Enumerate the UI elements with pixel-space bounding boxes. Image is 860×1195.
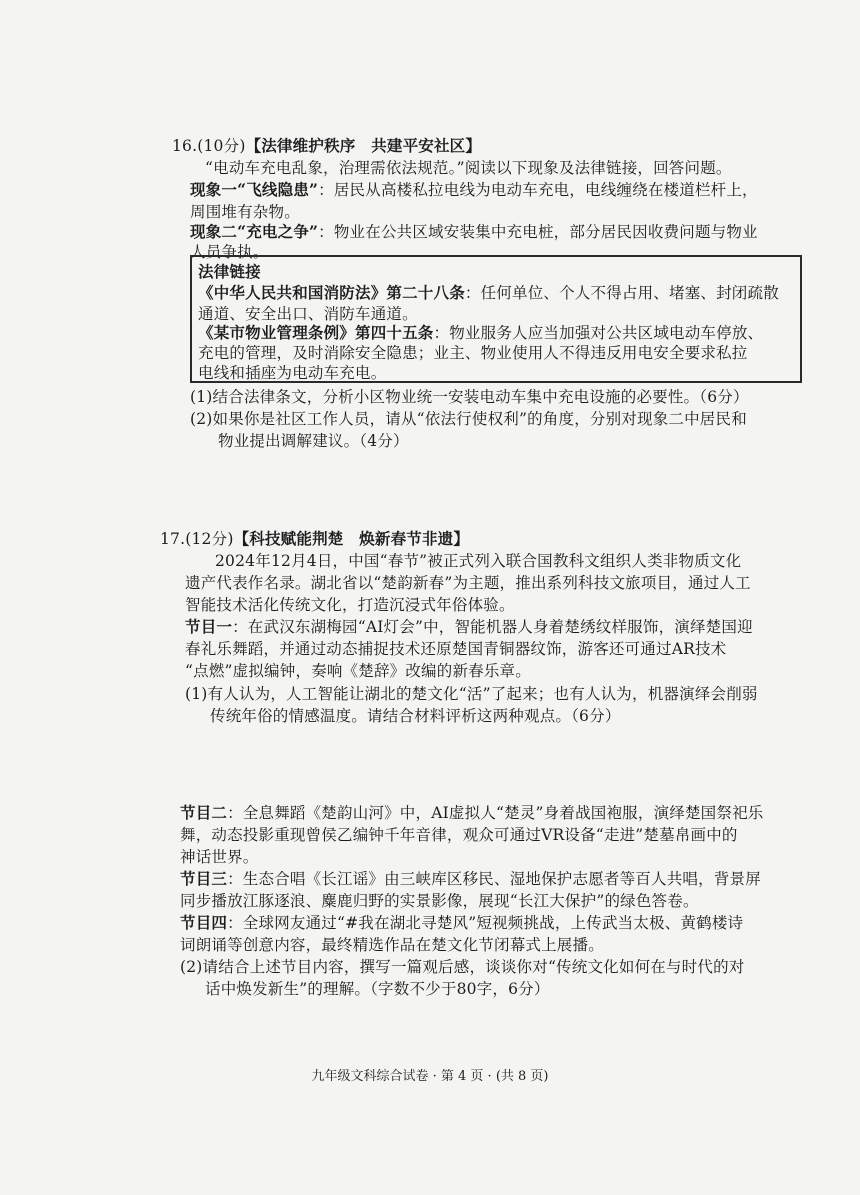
law-1-text: ：任何单位、个人不得占用、堵塞、封闭疏散	[464, 284, 779, 302]
page-footer: 九年级文科综合试卷 · 第 4 页 · (共 8 页)	[311, 1069, 549, 1084]
law-2-cont-1: 充电的管理，及时消除安全隐患；业主、物业使用人不得违反用电安全要求私拉	[198, 344, 748, 362]
q16-sub-question-2-cont: 物业提出调解建议。（4分）	[218, 432, 409, 450]
q17-sub-question-1-cont: 传统年俗的情感温度。请结合材料评析这两种观点。（6分）	[210, 707, 621, 725]
phenomenon-1-text: ：居民从高楼私拉电线为电动车充电，电线缠绕在楼道栏杆上，	[318, 181, 758, 199]
q17-header	[160, 529, 469, 549]
q17-number: 17.(12分)	[160, 530, 234, 548]
q17-program-4	[180, 913, 743, 933]
q16-sub-question-2: (2)如果你是社区工作人员，请从“依法行使权利”的角度，分别对现象二中居民和	[190, 410, 747, 428]
q17-intro-2: 遗产代表作名录。湖北省以“楚韵新春”为主题，推出系列科技文旅项目，通过人工	[185, 574, 751, 592]
program-3-text: ：生态合唱《长江谣》由三峡库区移民、湿地保护志愿者等百人共唱，背景屏	[227, 870, 761, 888]
phenomenon-2-text: ：物业在公共区域安装集中充电桩，部分居民因收费问题与物业	[318, 223, 758, 241]
q17-program-1	[185, 617, 753, 637]
program-2-text: ：全息舞蹈《楚韵山河》中，AI虚拟人“楚灵”身着战国袍服，演绎楚国祭祀乐	[227, 804, 764, 822]
program-1-text: ：在武汉东湖梅园“AI灯会”中，智能机器人身着楚绣纹样服饰，演绎楚国迎	[232, 618, 753, 636]
q17-program-2	[180, 803, 763, 823]
law-2-text: ：物业服务人应当加强对公共区域电动车停放、	[433, 324, 764, 342]
law-2-cont-2: 电线和插座为电动车充电。	[198, 364, 387, 382]
q17-program-1-cont-1: 春礼乐舞蹈，并通过动态捕捉技术还原楚国青铜器纹饰，游客还可通过AR技术	[185, 640, 727, 658]
program-4-label: 节目四	[180, 913, 228, 932]
phenomenon-2-label: 现象二“充电之争”	[190, 222, 319, 241]
q16-phenomenon-1	[190, 180, 758, 200]
q16-intro: “电动车充电乱象，治理需依法规范。”阅读以下现象及法律链接，回答问题。	[205, 159, 732, 177]
q17-program-4-cont: 词朗诵等创意内容，最终精选作品在楚文化节闭幕式上展播。	[180, 936, 604, 954]
law-2-label: 《某市物业管理条例》第四十五条	[198, 323, 434, 342]
q17-title: 【科技赋能荆楚 焕新春节非遗】	[233, 529, 470, 548]
program-3-label: 节目三	[180, 869, 228, 888]
law-link-title: 法律链接	[198, 262, 261, 281]
program-1-label: 节目一	[185, 617, 233, 636]
q17-program-3	[180, 869, 761, 889]
q17-program-3-cont: 同步播放江豚逐浪、麋鹿归野的实景影像，展现“长江大保护”的绿色答卷。	[180, 892, 699, 910]
q17-intro-1: 2024年12月4日，中国“春节”被正式列入联合国教科文组织人类非物质文化	[215, 552, 742, 570]
law-1-label: 《中华人民共和国消防法》第二十八条	[198, 283, 465, 302]
q16-phenomenon-2-cont: 人员争执。	[190, 243, 269, 261]
q17-intro-3: 智能技术活化传统文化，打造沉浸式年俗体验。	[185, 596, 515, 614]
q16-number: 16.(10分)	[172, 137, 246, 155]
law-1-cont: 通道、安全出口、消防车通道。	[198, 305, 418, 323]
q16-header	[172, 136, 481, 156]
q17-program-2-cont-2: 神话世界。	[180, 848, 259, 866]
q16-sub-question-1: (1)结合法律条文，分析小区物业统一安装电动车集中充电设施的必要性。（6分）	[190, 388, 749, 406]
q17-sub-question-1: (1)有人认为，人工智能让湖北的楚文化“活”了起来；也有人认为，机器演绎会削弱	[185, 685, 758, 703]
law-2	[198, 323, 763, 343]
q17-sub-question-2: (2)请结合上述节目内容，撰写一篇观后感，谈谈你对“传统文化如何在与时代的对	[180, 958, 745, 976]
law-1	[198, 283, 779, 303]
program-4-text: ：全球网友通过“#我在湖北寻楚风”短视频挑战，上传武当太极、黄鹤楼诗	[227, 914, 744, 932]
q16-phenomenon-1-cont: 周围堆有杂物。	[190, 203, 300, 221]
q16-phenomenon-2	[190, 222, 758, 242]
q16-title: 【法律维护秩序 共建平安社区】	[245, 136, 482, 155]
q17-program-2-cont-1: 舞，动态投影重现曾侯乙编钟千年音律，观众可通过VR设备“走进”楚墓帛画中的	[180, 826, 738, 844]
program-2-label: 节目二	[180, 803, 228, 822]
q17-sub-question-2-cont: 话中焕发新生”的理解。（字数不少于80字，6分）	[205, 980, 550, 998]
q17-program-1-cont-2: “点燃”虚拟编钟，奏响《楚辞》改编的新春乐章。	[185, 662, 531, 680]
phenomenon-1-label: 现象一“飞线隐患”	[190, 180, 319, 199]
